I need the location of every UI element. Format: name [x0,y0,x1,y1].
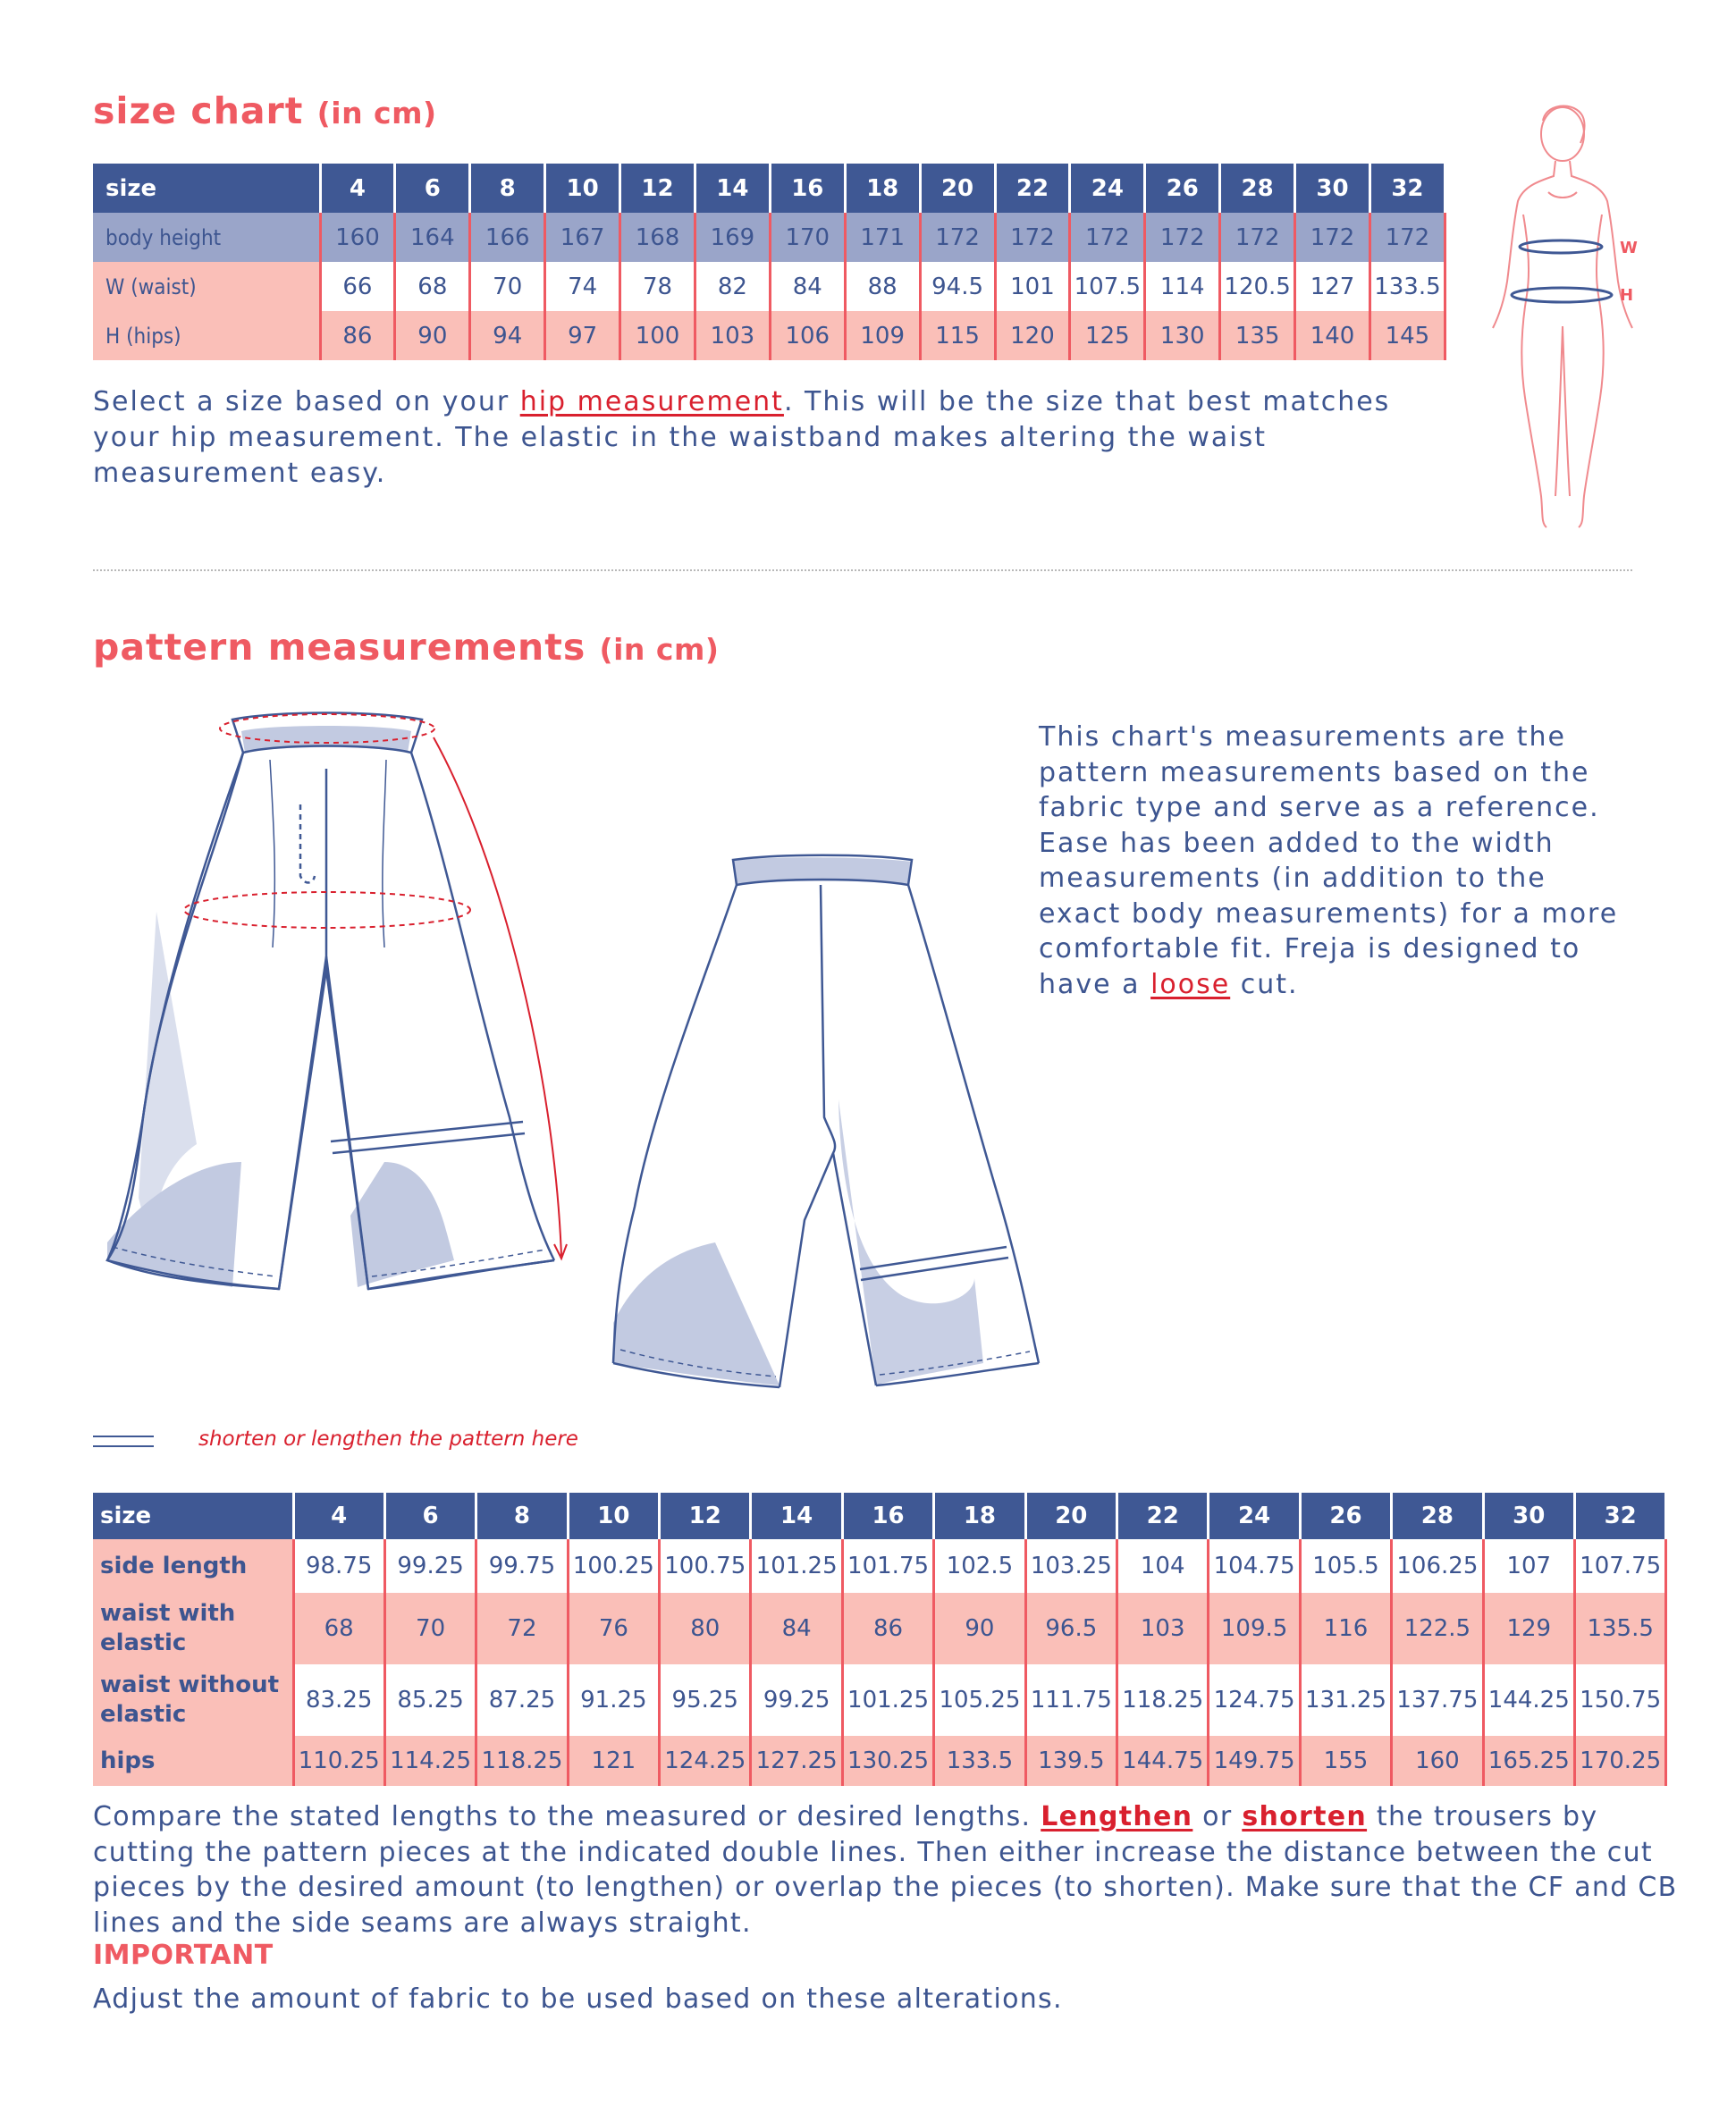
table-cell: 72 [476,1593,568,1664]
table-cell: 78 [620,262,695,311]
table-cell: 168 [620,213,695,262]
size-header-cell: 16 [770,164,845,213]
table-cell: 100 [620,311,695,360]
size-header-cell: 28 [1220,164,1295,213]
table-cell: 97 [545,311,620,360]
size-header-cell: 4 [293,1493,384,1539]
size-header-label: size [93,164,320,213]
table-cell: 66 [320,262,395,311]
table-cell: 87.25 [476,1664,568,1736]
shorten-lengthen-legend: shorten or lengthen the pattern here [198,1427,578,1451]
table-cell: 68 [293,1593,384,1664]
size-header-cell: 26 [1145,164,1220,213]
size-header-cell: 24 [1070,164,1145,213]
waist-band-marker [1520,240,1602,253]
row-label: waist with elastic [93,1593,293,1664]
table-cell: 160 [320,213,395,262]
table-cell: 109.5 [1209,1593,1300,1664]
table-cell: 133.5 [1369,262,1445,311]
size-chart-row [93,213,1445,262]
table-cell: 91.25 [568,1664,659,1736]
table-cell: 99.75 [476,1539,568,1593]
table-cell: 104.75 [1209,1539,1300,1593]
body-outline [1493,106,1632,528]
table-cell: 172 [1369,213,1445,262]
compare-text: Compare the stated lengths to the measured or desired lengths. [93,1801,1041,1832]
hips-figure-label: H [1620,286,1634,305]
table-cell: 170.25 [1574,1736,1665,1786]
table-cell: 96.5 [1025,1593,1117,1664]
table-cell: 82 [695,262,770,311]
waist-figure-label: W [1620,239,1638,257]
table-cell: 166 [470,213,545,262]
size-header-cell: 22 [995,164,1070,213]
table-cell: 88 [845,262,920,311]
pattern-title-text: pattern measurements [93,626,586,669]
pattern-unit: (in cm) [599,632,720,667]
section-divider [93,569,1632,571]
table-cell: 115 [920,311,995,360]
table-cell: 106 [770,311,845,360]
table-cell: 172 [1145,213,1220,262]
table-cell: 130 [1145,311,1220,360]
table-cell: 103 [1117,1593,1209,1664]
table-cell: 100.25 [568,1539,659,1593]
table-cell: 155 [1300,1736,1391,1786]
table-cell: 84 [751,1593,842,1664]
table-cell: 101.25 [842,1664,933,1736]
table-cell: 101 [995,262,1070,311]
table-cell: 106.25 [1392,1539,1483,1593]
size-header-cell: 20 [920,164,995,213]
row-label: waist without elastic [93,1664,293,1736]
table-cell: 160 [1392,1736,1483,1786]
table-cell: 80 [660,1593,751,1664]
table-cell: 133.5 [934,1736,1025,1786]
table-cell: 83.25 [293,1664,384,1736]
table-cell: 68 [395,262,470,311]
table-cell: 86 [320,311,395,360]
table-cell: 144.25 [1483,1664,1574,1736]
size-chart-title [93,89,437,132]
table-cell: 107.5 [1070,262,1145,311]
size-header-cell: 4 [320,164,395,213]
table-cell: 129 [1483,1593,1574,1664]
table-cell: 84 [770,262,845,311]
size-header-cell: 18 [934,1493,1025,1539]
table-cell: 139.5 [1025,1736,1117,1786]
table-cell: 70 [470,262,545,311]
size-header-cell: 8 [476,1493,568,1539]
compare-lengths-note [93,1799,1693,1941]
table-cell: 94.5 [920,262,995,311]
table-cell: 118.25 [1117,1664,1209,1736]
size-header-cell: 18 [845,164,920,213]
table-cell: 125 [1070,311,1145,360]
table-cell: 114.25 [384,1736,476,1786]
table-cell: 172 [1070,213,1145,262]
note-text: Select a size based on your [93,386,520,417]
table-cell: 103 [695,311,770,360]
table-cell: 70 [384,1593,476,1664]
table-cell: 110.25 [293,1736,384,1786]
table-cell: 95.25 [660,1664,751,1736]
table-cell: 145 [1369,311,1445,360]
row-label: body height [93,213,320,262]
table-header-row [93,164,1445,213]
table-cell: 167 [545,213,620,262]
size-header-label: size [93,1493,293,1539]
size-header-cell: 24 [1209,1493,1300,1539]
table-cell: 111.75 [1025,1664,1117,1736]
table-cell: 105.25 [934,1664,1025,1736]
pattern-row [93,1664,1666,1736]
table-cell: 76 [568,1593,659,1664]
table-cell: 103.25 [1025,1539,1117,1593]
table-cell: 172 [1220,213,1295,262]
table-cell: 172 [920,213,995,262]
size-header-cell: 16 [842,1493,933,1539]
size-header-cell: 22 [1117,1493,1209,1539]
table-cell: 120.5 [1220,262,1295,311]
table-cell: 98.75 [293,1539,384,1593]
table-cell: 74 [545,262,620,311]
table-cell: 150.75 [1574,1664,1665,1736]
size-header-cell: 6 [384,1493,476,1539]
table-cell: 165.25 [1483,1736,1574,1786]
table-cell: 99.25 [384,1539,476,1593]
size-header-cell: 10 [545,164,620,213]
pattern-row [93,1593,1666,1664]
size-chart-row [93,262,1445,311]
table-cell: 137.75 [1392,1664,1483,1736]
table-cell: 105.5 [1300,1539,1391,1593]
size-header-cell: 26 [1300,1493,1391,1539]
important-heading: IMPORTANT [93,1940,274,1971]
loose-link[interactable]: loose [1150,968,1231,1000]
table-cell: 121 [568,1736,659,1786]
hip-measurement-link[interactable]: hip measurement [519,386,784,417]
row-label: H (hips) [93,311,320,360]
table-cell: 135 [1220,311,1295,360]
trousers-front-shading [107,726,454,1287]
table-cell: 86 [842,1593,933,1664]
table-cell: 118.25 [476,1736,568,1786]
description-text: cut. [1230,968,1299,1000]
table-cell: 90 [395,311,470,360]
table-cell: 172 [1295,213,1370,262]
important-text: Adjust the amount of fabric to be used based on these alterations. [93,1983,1063,2015]
size-header-cell: 32 [1369,164,1445,213]
trousers-back-illustration [599,849,1064,1403]
table-cell: 140 [1295,311,1370,360]
size-header-cell: 8 [470,164,545,213]
trousers-front-illustration [89,697,590,1305]
table-cell: 90 [934,1593,1025,1664]
table-cell: 171 [845,213,920,262]
table-cell: 131.25 [1300,1664,1391,1736]
trousers-back-shading [613,857,983,1385]
table-cell: 104 [1117,1539,1209,1593]
note-text: . This will be the size that best matches your hip measurement. The elastic in the waistband makes altering the waist measurement easy. [93,386,1391,489]
size-header-cell: 20 [1025,1493,1117,1539]
double-line-legend-icon [93,1436,154,1447]
size-header-cell: 14 [695,164,770,213]
pattern-measurements-table [93,1493,1667,1786]
table-cell: 149.75 [1209,1736,1300,1786]
row-label: hips [93,1736,293,1786]
table-cell: 127.25 [751,1736,842,1786]
table-cell: 99.25 [751,1664,842,1736]
table-cell: 107.75 [1574,1539,1665,1593]
size-header-cell: 14 [751,1493,842,1539]
pattern-measurements-title [93,626,719,669]
description-text: This chart's measurements are the pattern measurements based on the fabric type and serve as a reference. Ease has been added to the width measurements (in addition to the exact body measurements) for a more comfortable fit. Freja is designed to have a [1039,721,1619,1000]
table-cell: 172 [995,213,1070,262]
size-chart-title-text: size chart [93,89,304,132]
table-cell: 114 [1145,262,1220,311]
table-cell: 100.75 [660,1539,751,1593]
size-header-cell: 12 [660,1493,751,1539]
table-cell: 101.25 [751,1539,842,1593]
pattern-row [93,1736,1666,1786]
row-label: side length [93,1539,293,1593]
size-header-cell: 12 [620,164,695,213]
table-cell: 127 [1295,262,1370,311]
table-cell: 135.5 [1574,1593,1665,1664]
table-cell: 94 [470,311,545,360]
size-header-cell: 10 [568,1493,659,1539]
table-header-row [93,1493,1666,1539]
row-label: W (waist) [93,262,320,311]
table-cell: 109 [845,311,920,360]
table-cell: 164 [395,213,470,262]
table-cell: 124.75 [1209,1664,1300,1736]
size-chart-unit: (in cm) [316,96,437,131]
compare-text: or [1192,1801,1243,1832]
size-header-cell: 28 [1392,1493,1483,1539]
size-chart-row [93,311,1445,360]
pattern-row [93,1539,1666,1593]
table-cell: 85.25 [384,1664,476,1736]
pattern-description [1039,720,1636,1002]
compare-text: the trousers by cutting the pattern pieces at the indicated double lines. Then either increase the distance between the cut pieces by the desired amount (to lengthen) or overlap the pieces (to shorten). Make sure that the CF and CB lines and the side seams are always straight. [93,1801,1678,1939]
table-cell: 116 [1300,1593,1391,1664]
table-cell: 102.5 [934,1539,1025,1593]
table-cell: 170 [770,213,845,262]
table-cell: 169 [695,213,770,262]
table-cell: 122.5 [1392,1593,1483,1664]
size-header-cell: 6 [395,164,470,213]
size-chart-table [93,164,1446,360]
size-chart-note [93,384,1452,492]
body-figure-illustration [1466,94,1672,541]
table-cell: 124.25 [660,1736,751,1786]
table-cell: 101.75 [842,1539,933,1593]
lengthen-link[interactable]: Lengthen [1041,1801,1193,1832]
shorten-link[interactable]: shorten [1242,1801,1368,1832]
size-header-cell: 30 [1295,164,1370,213]
table-cell: 144.75 [1117,1736,1209,1786]
table-cell: 130.25 [842,1736,933,1786]
size-header-cell: 30 [1483,1493,1574,1539]
size-header-cell: 32 [1574,1493,1665,1539]
table-cell: 120 [995,311,1070,360]
table-cell: 107 [1483,1539,1574,1593]
